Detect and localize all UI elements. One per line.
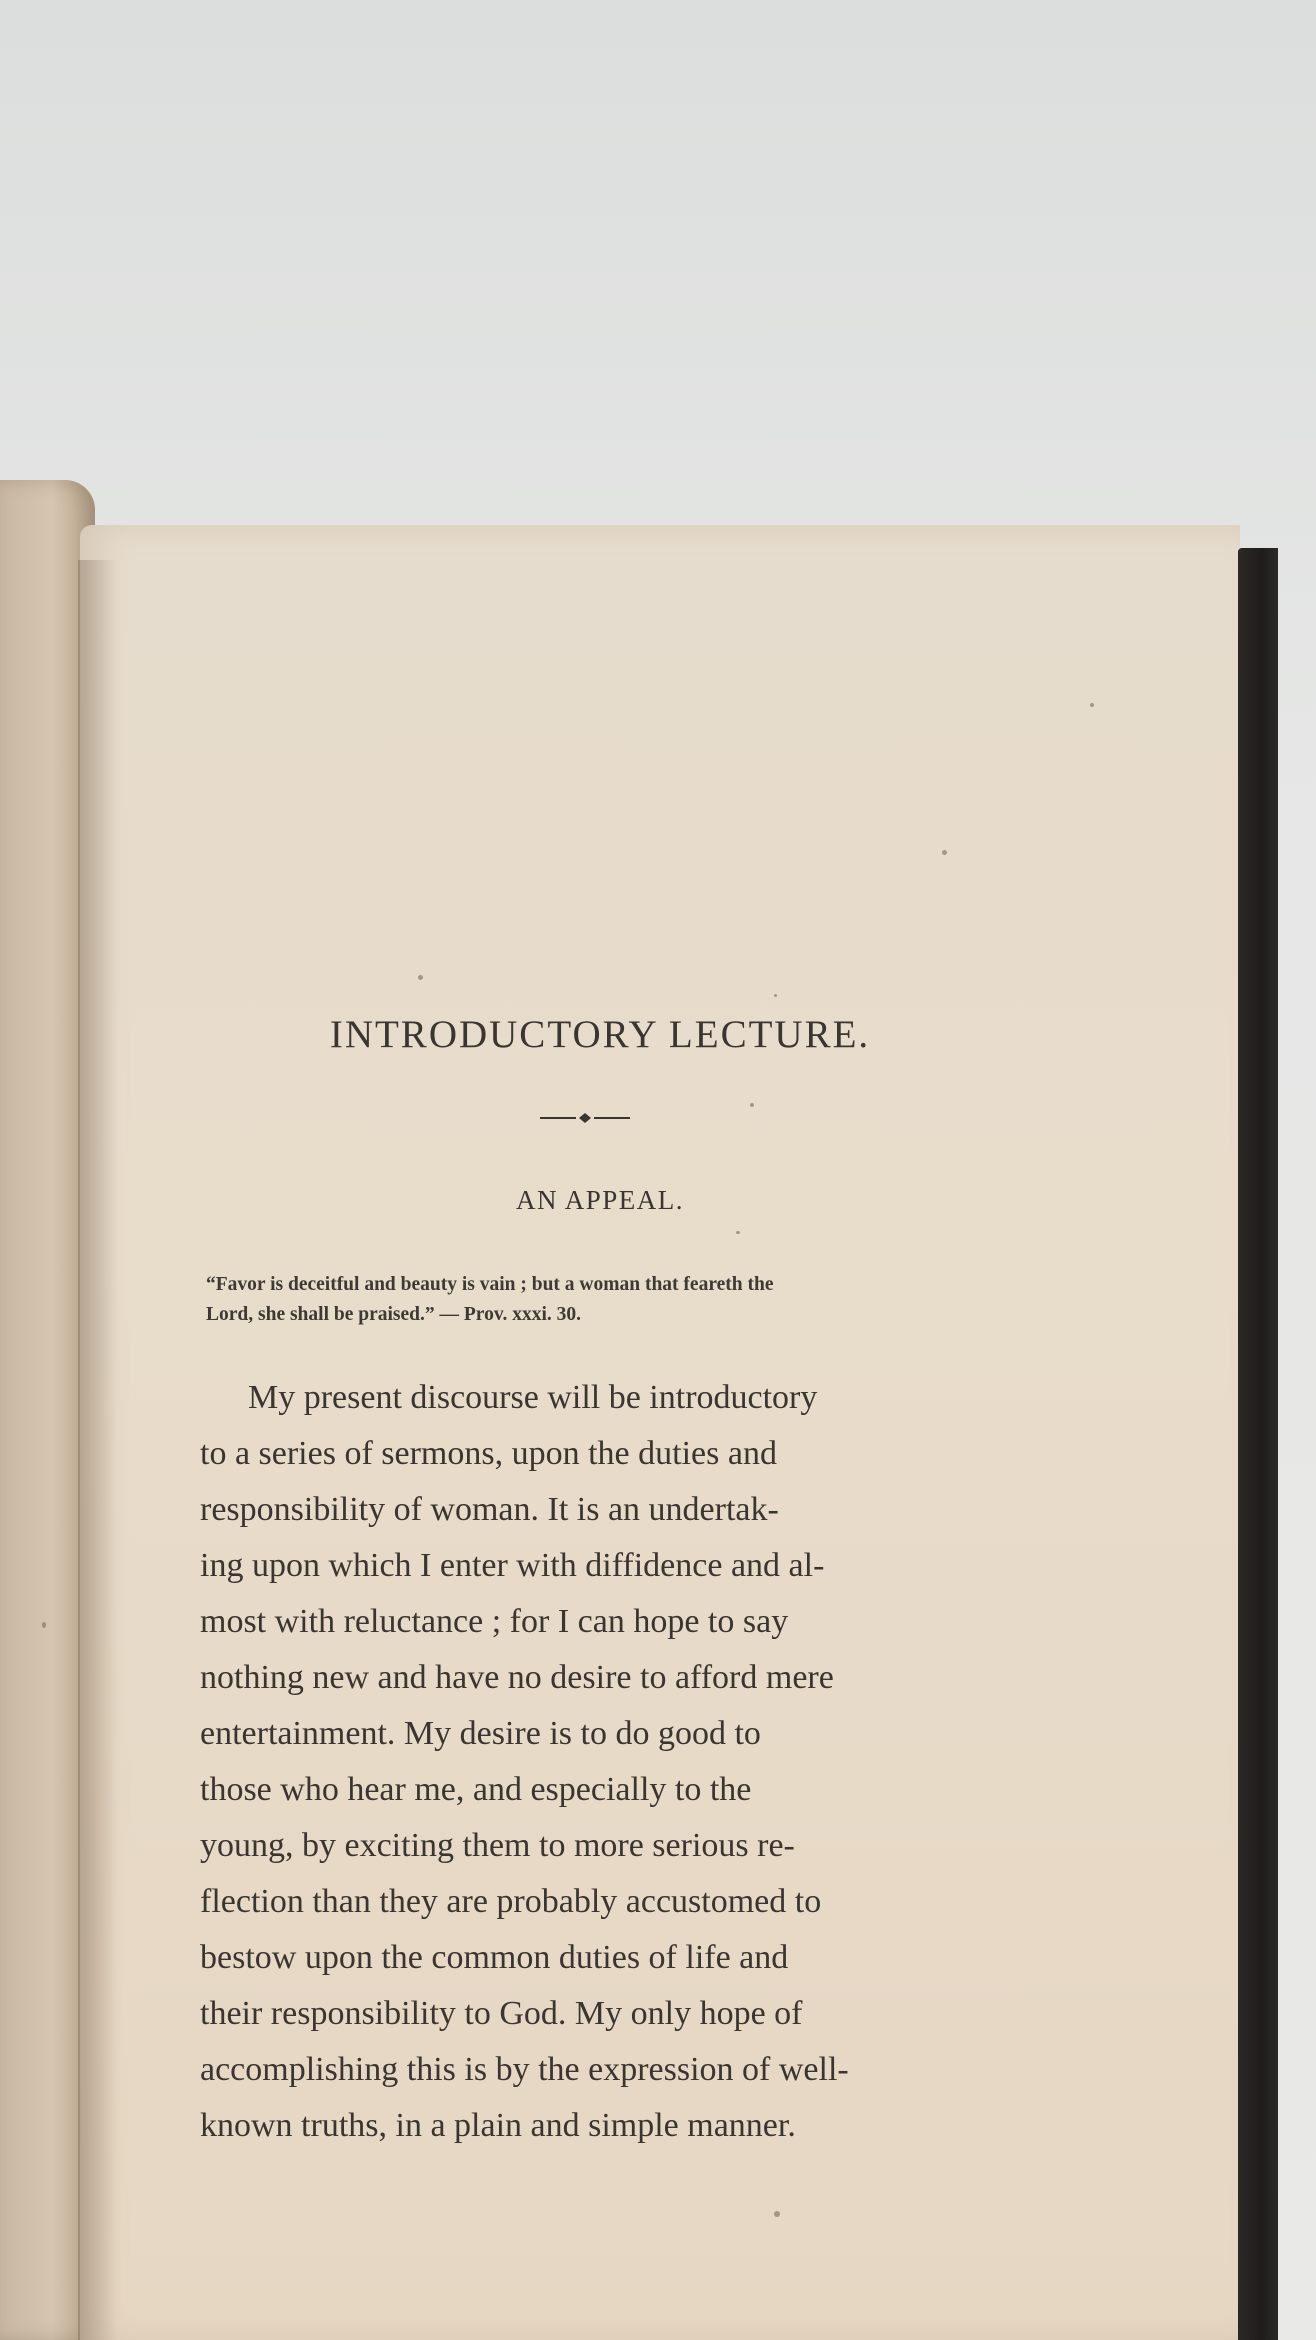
body-line: responsibility of woman. It is an undertak- [200,1491,779,1528]
body-line: known truths, in a plain and simple manner. [200,2107,796,2144]
section-heading: AN APPEAL. [515,1185,685,1215]
body-line: those who hear me, and especially to the [200,1771,752,1808]
body-line: nothing new and have no desire to afford mere [200,1659,834,1696]
body-line: most with reluctance ; for I can hope to say [200,1603,789,1640]
body-paragraph [200,1370,1010,2154]
paper-speck [42,1622,46,1628]
body-line: young, by exciting them to more serious re- [200,1827,795,1864]
paper-speck [774,994,777,997]
paper-speck [736,1231,740,1234]
epigraph-line: Lord, she shall be praised.” — Prov. xxxi. 30. [206,1304,582,1325]
body-line: accomplishing this is by the expression of well- [200,2051,849,2088]
book-cover-edge [1238,548,1278,2340]
epigraph-line: “Favor is deceitful and beauty is vain ; but a woman that feareth the [206,1274,774,1295]
body-line: entertainment. My desire is to do good to [200,1715,761,1752]
ornament-divider [540,1112,630,1124]
paper-speck [750,1103,754,1107]
body-line: My present discourse will be introductory [248,1379,818,1416]
body-line: their responsibility to God. My only hope of [200,1995,803,2032]
body-line: bestow upon the common duties of life and [200,1939,789,1976]
epigraph [206,1270,996,1330]
lecture-title: INTRODUCTORY LECTURE. [329,1013,871,1056]
gutter-shadow [78,560,118,2340]
paper-speck [942,850,947,855]
paper-speck [1090,703,1094,707]
body-line: flection than they are probably accustomed to [200,1883,822,1920]
paper-speck [774,2211,780,2217]
paper-speck [418,975,423,980]
body-line: ing upon which I enter with diffidence and al- [200,1547,825,1584]
body-line: to a series of sermons, upon the duties and [200,1435,777,1472]
